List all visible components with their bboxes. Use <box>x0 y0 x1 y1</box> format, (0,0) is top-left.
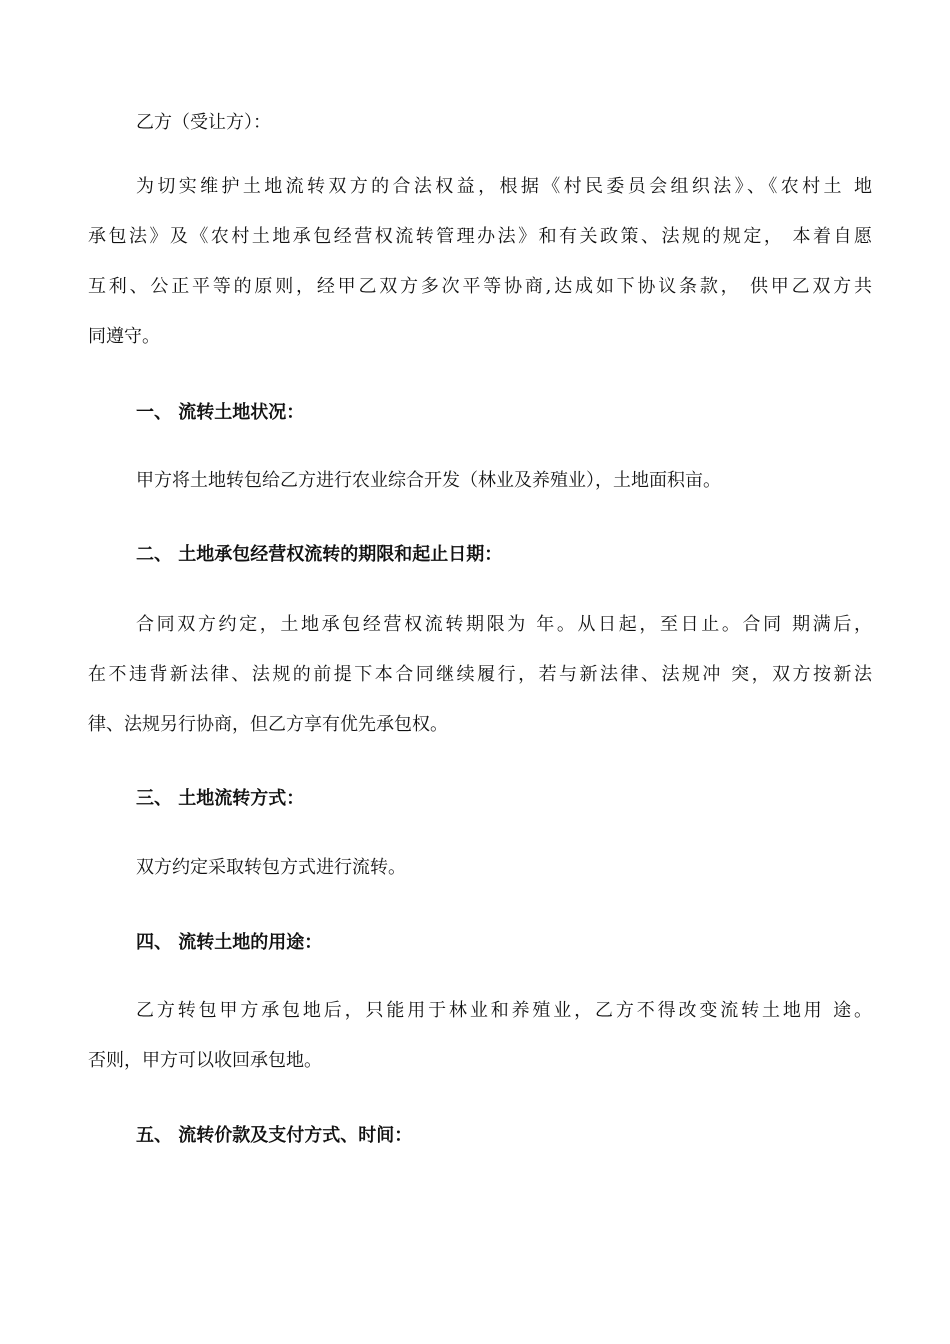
section-4-line-1: 乙方转包甲方承包地后，只能用于林业和养殖业，乙方不得改变流转土地用 途。 <box>136 1000 872 1021</box>
preamble-line-2: 承包法》及《农村土地承包经营权流转管理办法》和有关政策、法规的规定， 本着自愿 <box>88 226 872 247</box>
section-3-heading: 三、 土地流转方式： <box>136 788 305 809</box>
section-3-line-1: 双方约定采取转包方式进行流转。 <box>136 857 406 878</box>
section-1-line-1: 甲方将土地转包给乙方进行农业综合开发（林业及养殖业），土地面积亩。 <box>136 470 721 491</box>
preamble-line-1: 为切实维护土地流转双方的合法权益，根据《村民委员会组织法》、《农村土 地 <box>136 176 872 197</box>
party-b-line: 乙方（受让方）： <box>136 112 271 133</box>
section-2-heading: 二、 土地承包经营权流转的期限和起止日期： <box>136 544 503 565</box>
section-4-line-2: 否则，甲方可以收回承包地。 <box>88 1050 322 1071</box>
preamble-line-3: 互利、公正平等的原则，经甲乙双方多次平等协商,达成如下协议条款， 供甲乙双方共 <box>88 276 872 297</box>
section-2-line-3: 律、法规另行协商，但乙方享有优先承包权。 <box>88 714 448 735</box>
section-1-heading: 一、 流转土地状况： <box>136 402 305 423</box>
section-4-heading: 四、 流转土地的用途： <box>136 932 323 953</box>
preamble-line-4: 同遵守。 <box>88 326 160 347</box>
section-2-line-1: 合同双方约定，土地承包经营权流转期限为 年。从日起，至日止。合同 期满后， <box>136 614 872 635</box>
section-5-heading: 五、 流转价款及支付方式、时间： <box>136 1125 413 1146</box>
section-2-line-2: 在不违背新法律、法规的前提下本合同继续履行，若与新法律、法规冲 突，双方按新法 <box>88 664 872 685</box>
